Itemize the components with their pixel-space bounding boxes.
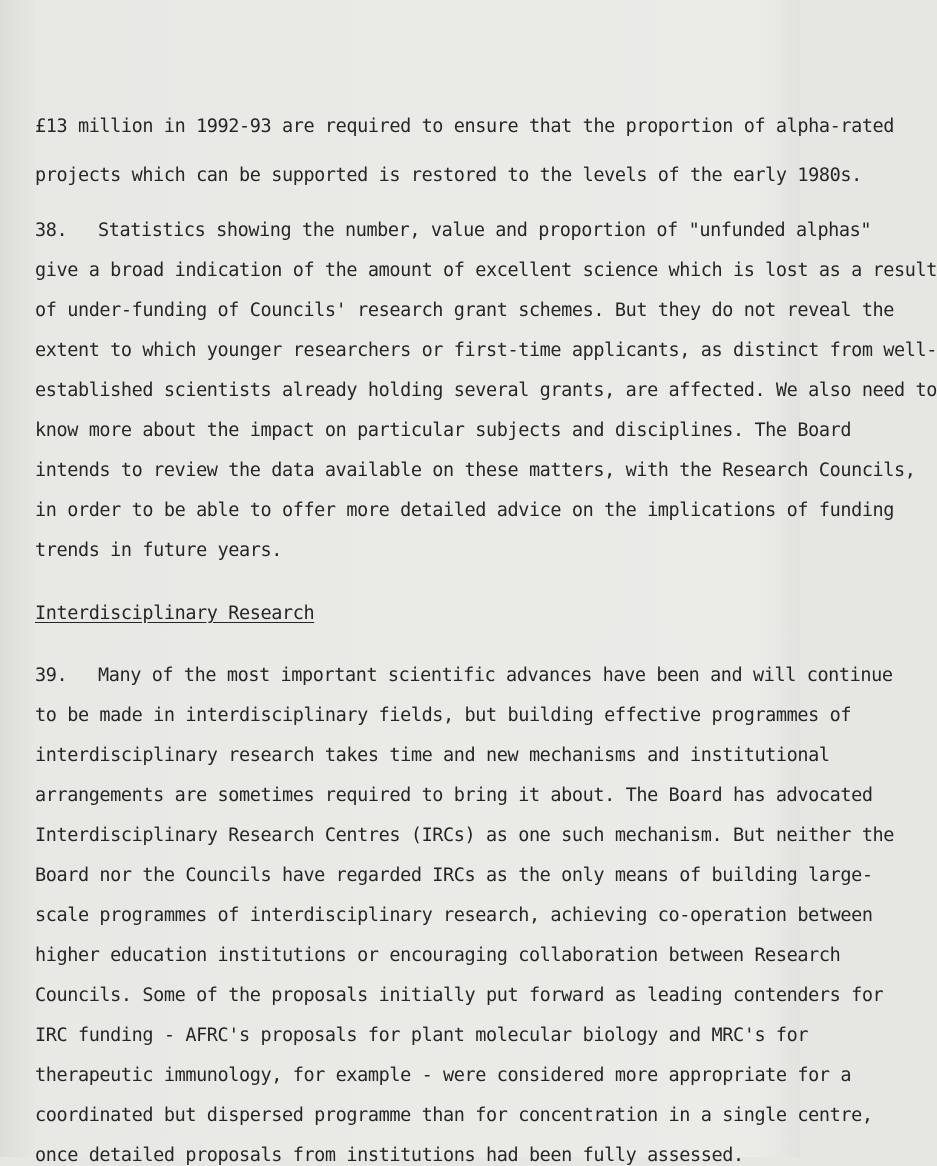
text-line: projects which can be supported is restored to the levels of the early 1980s. [35,165,862,186]
text-line: once detailed proposals from institutions had been fully assessed. [35,1145,744,1166]
text-line: £13 million in 1992-93 are required to ensure that the proportion of alpha-rated [35,116,895,137]
text-line: IRC funding - AFRC's proposals for plant molecular biology and MRC's for [35,1025,809,1046]
text-line: interdisciplinary research takes time and new mechanisms and institutional [35,745,830,766]
text-line: Councils. Some of the proposals initially put forward as leading contenders for [35,985,884,1006]
paragraph-number: 38. [35,220,68,241]
text-line: give a broad indication of the amount of excellent science which is lost as a result [35,260,937,281]
text-line: higher education institutions or encouraging collaboration between Research [35,945,841,966]
section-heading: Interdisciplinary Research [35,603,315,624]
paragraph-38-first-line [35,220,871,241]
text-line: Statistics showing the number, value and proportion of "unfunded alphas" [98,220,872,241]
text-line: scale programmes of interdisciplinary research, achieving co-operation between [35,905,873,926]
text-line: extent to which younger researchers or first-time applicants, as distinct from well- [35,340,937,361]
paragraph-number: 39. [35,665,68,686]
text-line: Board nor the Councils have regarded IRCs as the only means of building large- [35,865,873,886]
text-line: trends in future years. [35,540,282,561]
text-line: established scientists already holding several grants, are affected. We also need to [35,380,937,401]
text-line: in order to be able to offer more detailed advice on the implications of funding [35,500,895,521]
text-line: know more about the impact on particular subjects and disciplines. The Board [35,420,852,441]
text-line: Interdisciplinary Research Centres (IRCs) as one such mechanism. But neither the [35,825,895,846]
text-line: to be made in interdisciplinary fields, but building effective programmes of [35,705,852,726]
paragraph-39-first-line [35,665,893,686]
text-line: therapeutic immunology, for example - were considered more appropriate for a [35,1065,852,1086]
text-line: intends to review the data available on these matters, with the Research Councils, [35,460,916,481]
text-line: arrangements are sometimes required to bring it about. The Board has advocated [35,785,873,806]
text-line: coordinated but dispersed programme than for concentration in a single centre, [35,1105,873,1126]
text-line: Many of the most important scientific advances have been and will continue [98,665,893,686]
text-line: of under-funding of Councils' research grant schemes. But they do not reveal the [35,300,895,321]
